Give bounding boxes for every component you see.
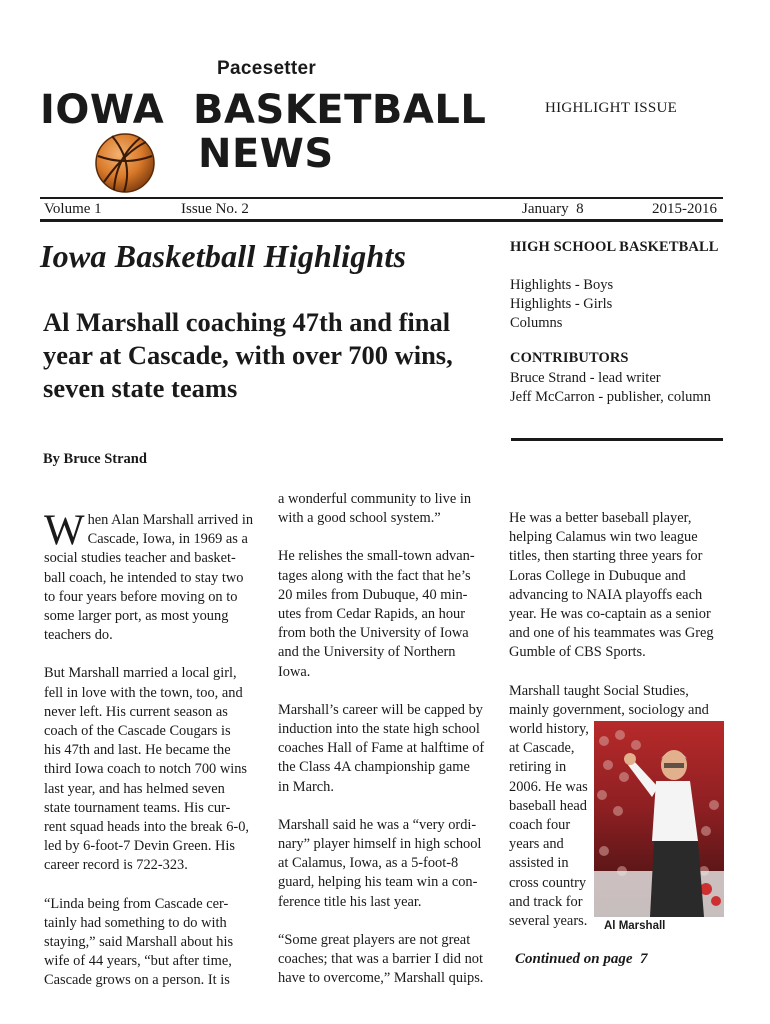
sidebar-list [510, 276, 613, 333]
article-line: But Marshall married a local girl, [44, 665, 237, 682]
article-paragraph [44, 895, 266, 991]
article-line: several years. [509, 913, 588, 930]
article-line: Marshall said he was a “very ordi- [278, 816, 477, 833]
article-line: led by 6-foot-7 Devin Green. His [44, 838, 236, 855]
article-line: with a good school system.” [278, 510, 441, 527]
article-line: third Iowa coach to notch 700 wins [44, 761, 248, 778]
contributor-item: Jeff McCarron - publisher, column [510, 389, 711, 405]
article-line: Cascade grows on a person. It is [44, 972, 230, 989]
article-paragraph [278, 701, 500, 797]
article-line: assisted in [509, 855, 569, 872]
article-line: fell in love with the town, too, and [44, 684, 243, 701]
article-column-1 [44, 507, 266, 991]
article-line: guard, helping his team win a con- [278, 874, 478, 891]
contributor-item: Bruce Strand - lead writer [510, 370, 661, 386]
volume-label: Volume 1 [44, 201, 102, 217]
page-title: Iowa Basketball Highlights [40, 238, 407, 274]
article-line: the Class 4A championship game [278, 759, 470, 776]
article-column-2 [278, 490, 500, 988]
article-line: advancing to NAIA playoffs each [509, 586, 703, 603]
article-line: some larger port, as most young [44, 608, 229, 625]
article-line: 2006. He was [509, 778, 588, 795]
article-headline: Al Marshall coaching 47th and final year at Cascade, with over 700 wins, seven state teams [43, 307, 453, 403]
article-line: career record is 722-323. [44, 857, 188, 874]
article-line: years and [509, 836, 564, 853]
date-label: January 8 [522, 201, 584, 217]
masthead-title-line1: IOWA BASKETBALL [40, 87, 487, 133]
article-line: Cascade, Iowa, in 1969 as a [87, 531, 248, 548]
article-line: titles, then starting three years for [509, 548, 703, 565]
article-line: Loras College in Dubuque and [509, 567, 686, 584]
article-line: baseball head [509, 797, 587, 814]
article-line: wife of 44 years, “but after time, [44, 953, 232, 970]
article-paragraph [278, 547, 500, 681]
photo-caption: Al Marshall [604, 920, 666, 932]
pacesetter-label: Pacesetter [217, 58, 317, 79]
basketball-icon [94, 132, 156, 194]
sidebar-item-girls: Highlights - Girls [510, 296, 613, 312]
byline: By Bruce Strand [43, 451, 147, 467]
article-line: induction into the state high school [278, 721, 480, 738]
article-line: coaches; that was a barrier I did not [278, 951, 483, 968]
drop-cap: W [44, 507, 85, 554]
sidebar-rule [511, 438, 723, 441]
article-line: in March. [278, 778, 334, 795]
article-paragraph [44, 507, 266, 645]
article-line: “Linda being from Cascade cer- [44, 895, 229, 912]
article-line: Iowa. [278, 663, 311, 680]
article-line: to four years before moving on to [44, 588, 238, 605]
article-line: last year, and has helmed seven [44, 780, 225, 797]
article-line: and one of his teammates was Greg [509, 625, 714, 642]
sidebar-item-columns: Columns [510, 315, 563, 331]
article-line: ball coach, he intended to stay two [44, 569, 244, 586]
article-paragraph [44, 664, 266, 875]
article-line: at Cascade, [509, 740, 575, 757]
coach-photo [594, 721, 724, 917]
article-line: He was a better baseball player, [509, 510, 692, 526]
contributors-heading: CONTRIBUTORS [510, 350, 629, 366]
article-line: never left. His current season as [44, 703, 228, 720]
article-line: Gumble of CBS Sports. [509, 644, 646, 661]
continued-link[interactable]: Continued on page 7 [515, 951, 648, 967]
article-line: at Calamus, Iowa, as a 5-foot-8 [278, 855, 459, 872]
article-line: cross country [509, 874, 587, 891]
article-line: his 47th and last. He became the [44, 742, 231, 759]
article-line: rent squad heads into the break 6-0, [44, 819, 250, 836]
article-line: mainly government, sociology and [509, 701, 709, 718]
article-line: world history, [509, 721, 589, 738]
article-line: state tournament teams. His cur- [44, 799, 231, 816]
masthead-title-line2: NEWS [198, 131, 334, 177]
article-paragraph [278, 490, 500, 528]
contributors-list [510, 369, 711, 407]
article-line: “Some great players are not great [278, 931, 471, 948]
article-paragraph [278, 931, 500, 989]
article-line: year. He was co-captain as a senior [509, 606, 711, 623]
article-line: tainly had something to do with [44, 914, 227, 931]
article-line: from both the University of Iowa [278, 625, 469, 642]
article-line: have to overcome,” Marshall quips. [278, 970, 484, 987]
article-line: 20 miles from Dubuque, 40 min- [278, 586, 468, 603]
masthead-rule-top [40, 197, 723, 199]
article-line: coaches Hall of Fame at halftime of [278, 740, 485, 757]
article-line: Marshall taught Social Studies, [509, 682, 689, 699]
article-line: nary” player himself in high school [278, 836, 482, 853]
article-line: a wonderful community to live in [278, 491, 472, 507]
article-line: teachers do. [44, 627, 113, 644]
sidebar-heading: HIGH SCHOOL BASKETBALL [510, 239, 719, 255]
article-line: helping Calamus win two league [509, 529, 698, 546]
article-paragraph [509, 509, 731, 663]
season-label: 2015-2016 [652, 201, 717, 217]
sidebar-item-boys: Highlights - Boys [510, 277, 614, 293]
article-line: tages along with the fact that he’s [278, 567, 471, 584]
article-line: staying,” said Marshall about his [44, 934, 234, 951]
article-line: retiring in [509, 759, 567, 776]
article-line: and the University of Northern [278, 644, 456, 661]
article-line: ference title his last year. [278, 893, 422, 910]
article-line: social studies teacher and basket- [44, 550, 236, 567]
article-line: Marshall’s career will be capped by [278, 701, 483, 718]
article-line: He relishes the small-town advan- [278, 548, 475, 565]
highlight-issue-label: HIGHLIGHT ISSUE [545, 100, 678, 116]
article-line: hen Alan Marshall arrived in [87, 512, 254, 528]
article-line: coach of the Cascade Cougars is [44, 723, 231, 740]
article-paragraph [278, 816, 500, 912]
masthead-rule-bottom [40, 219, 723, 222]
article-line: utes from Cedar Rapids, an hour [278, 606, 466, 623]
article-line: coach four [509, 817, 571, 834]
article-line: and track for [509, 893, 583, 910]
issue-label: Issue No. 2 [181, 201, 249, 217]
